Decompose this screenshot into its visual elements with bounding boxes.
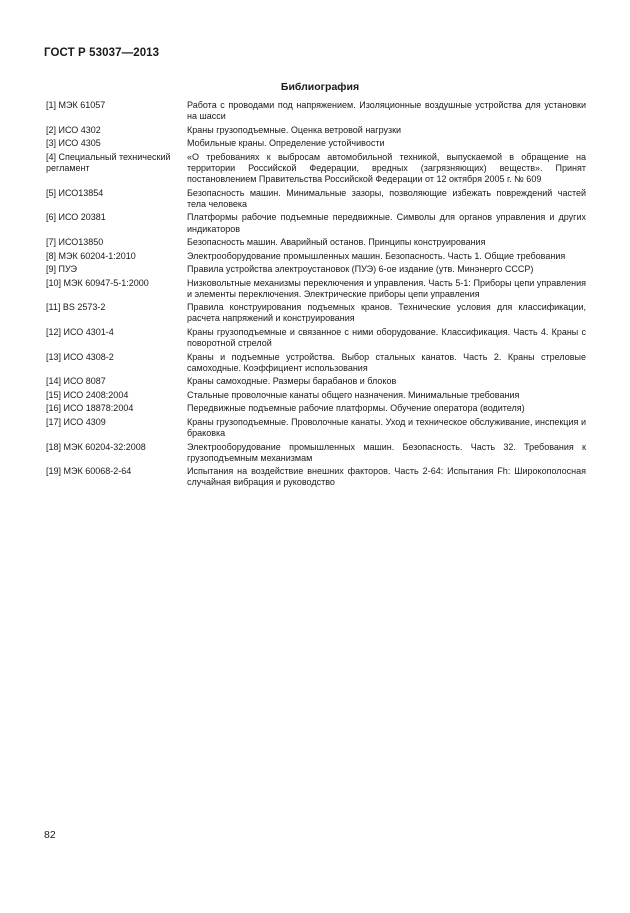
bibliography-description: Электрооборудование промышленных машин. Безопасность. Часть 1. Общие требования	[187, 250, 566, 261]
bibliography-entry	[46, 466, 586, 488]
bibliography-reference: [10] МЭК 60947-5-1:2000	[46, 277, 149, 288]
bibliography-entry	[46, 327, 586, 349]
bibliography-description: Краны грузоподъемные и связанное с ними оборудование. Классификация. Часть 4. Краны с поворотной стрелой	[187, 326, 586, 349]
bibliography-entry	[46, 125, 586, 136]
bibliography-description: Правила устройства электроустановок (ПУЭ) 6-ое издание (утв. Минэнерго СССР)	[187, 264, 534, 275]
bibliography-entry	[46, 138, 586, 149]
bibliography-description: Стальные проволочные канаты общего назначения. Минимальные требования	[187, 389, 520, 400]
bibliography-reference: [2] ИСО 4302	[46, 124, 101, 135]
bibliography-entry	[46, 212, 586, 234]
bibliography-entry	[46, 302, 586, 324]
bibliography-entry	[46, 188, 586, 210]
bibliography-description: Платформы рабочие подъемные передвижные. Символы для органов управления и других индикаторов	[187, 212, 586, 234]
bibliography-reference: [5] ИСО13854	[46, 187, 104, 198]
bibliography-entry	[46, 376, 586, 387]
bibliography-description: Электрооборудование промышленных машин. Безопасность. Часть 32. Требования к грузоподъемным механизмам	[187, 441, 586, 463]
bibliography-reference: [6] ИСО 20381	[46, 212, 106, 223]
bibliography-reference: [18] МЭК 60204-32:2008	[46, 441, 146, 452]
bibliography-reference: [17] ИСО 4309	[46, 416, 106, 427]
bibliography-entry	[46, 251, 586, 262]
bibliography-reference: [15] ИСО 2408:2004	[46, 389, 129, 400]
bibliography-entry	[46, 390, 586, 401]
bibliography-reference: [14] ИСО 8087	[46, 376, 106, 387]
bibliography-entry	[46, 442, 586, 464]
bibliography-description: Безопасность машин. Аварийный останов. Принципы конструирования	[187, 237, 486, 248]
bibliography-description: Правила конструирования подъемных кранов. Технические условия для классификации, расчета напряжений и конструирования	[187, 302, 586, 324]
bibliography-description: Мобильные краны. Определение устойчивости	[187, 138, 385, 149]
bibliography-description: Краны самоходные. Размеры барабанов и блоков	[187, 376, 397, 387]
bibliography-entry	[46, 152, 586, 186]
bibliography-reference: [3] ИСО 4305	[46, 138, 101, 149]
bibliography-entry	[46, 417, 586, 439]
bibliography-reference: [19] МЭК 60068-2-64	[46, 466, 132, 477]
page-number: 82	[44, 829, 56, 841]
bibliography-entry	[46, 264, 586, 275]
bibliography-title-text: Библиография	[280, 81, 360, 93]
bibliography-reference: [9] ПУЭ	[46, 264, 77, 275]
bibliography-entry	[46, 352, 586, 374]
bibliography-reference: [16] ИСО 18878:2004	[46, 403, 134, 414]
bibliography-entry	[46, 278, 586, 300]
bibliography-description: Краны грузоподъемные. Проволочные канаты. Уход и техническое обслуживание, инспекция и браковка	[187, 416, 586, 439]
bibliography-reference: [13] ИСО 4308-2	[46, 351, 114, 362]
bibliography-description: Краны и подъемные устройства. Выбор стальных канатов. Часть 2. Краны стреловые самоходные. Коэффициент использования	[187, 351, 586, 373]
bibliography-entry	[46, 100, 586, 122]
bibliography-description: Испытания на воздействие внешних факторов. Часть 2-64: Испытания Fh: Широкополосная случайная вибрация и руководство	[187, 466, 586, 488]
bibliography-reference: [11] BS 2573-2	[46, 302, 106, 313]
bibliography-title	[0, 81, 630, 93]
bibliography-entry	[46, 403, 586, 414]
bibliography-reference: [4] Специальный технический регламент	[46, 151, 171, 173]
bibliography-description: Краны грузоподъемные. Оценка ветровой нагрузки	[187, 124, 402, 135]
bibliography-description: «О требованиях к выбросам автомобильной техникой, выпускаемой в обращение на территории Российской Федерации, вредных (загрязняющих) веществ». Принят постановлением Правительства Российской Федерации от 12 октября 2005 г. № 609	[187, 151, 586, 185]
bibliography-reference: [8] МЭК 60204-1:2010	[46, 250, 136, 261]
bibliography-description: Безопасность машин. Минимальные зазоры, позволяющие избежать повреждений частей тела человека	[187, 187, 586, 209]
bibliography-reference: [12] ИСО 4301-4	[46, 326, 114, 337]
bibliography-reference: [1] МЭК 61057	[46, 100, 106, 110]
document-code: ГОСТ Р 53037—2013	[44, 47, 160, 59]
bibliography-reference: [7] ИСО13850	[46, 237, 104, 248]
bibliography-description: Передвижные подъемные рабочие платформы. Обучение оператора (водителя)	[187, 403, 525, 414]
bibliography-list	[46, 100, 586, 491]
bibliography-description: Низковольтные механизмы переключения и управления. Часть 5-1: Приборы цепи управления и элементы переключения. Электрические приборы цепи управления	[187, 277, 586, 299]
bibliography-description: Работа с проводами под напряжением. Изоляционные воздушные устройства для установки на шасси	[187, 100, 586, 122]
bibliography-entry	[46, 237, 586, 248]
